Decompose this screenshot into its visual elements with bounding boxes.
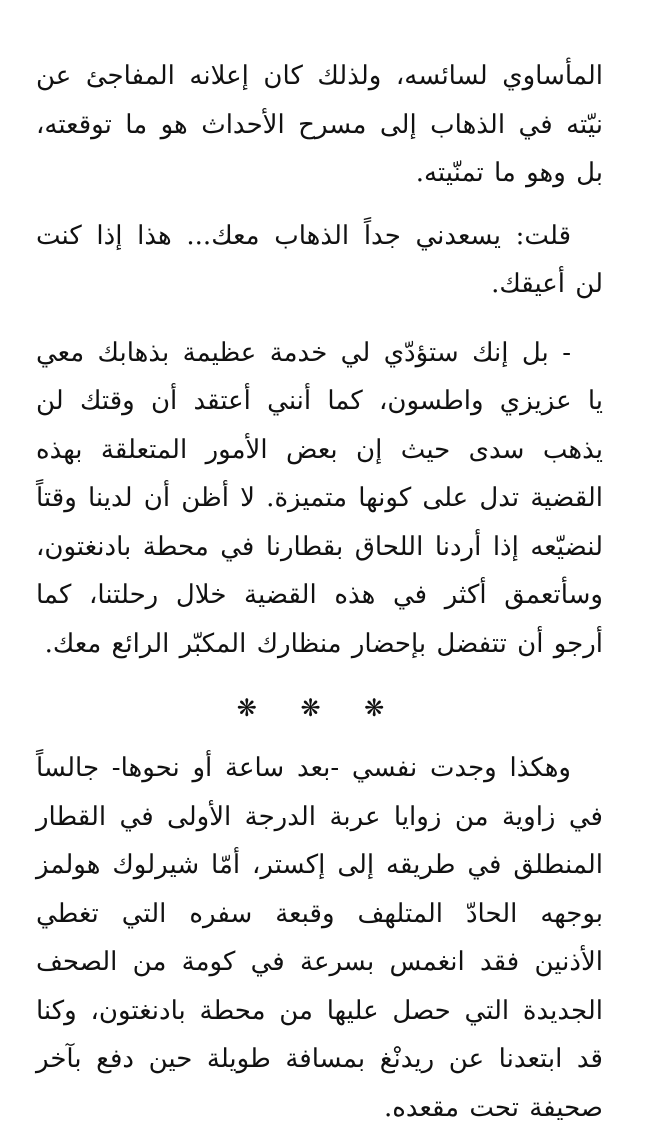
section-separator: ❋ ❋ ❋ (236, 694, 403, 722)
paragraph-4: وهكذا وجدت نفسي -بعد ساعة أو نحوها- جالساً في زاوية من زوايا عربة الدرجة الأولى في القطار المنطلق في طريقه إلى إكستر، أمّا شيرلوك هولمز بوجهه الحادّ المتلهف وقبعة سفره التي تغطي الأذنين فقد انغمس بسرعة في كومة من الصحف الجديدة التي حصل عليها من محطة بادنغتون، وكنا قد ابتعدنا عن ريدنْغ بمسافة طويلة حين دفع بآخر صحيفة تحت مقعده. (36, 753, 603, 1123)
paragraph-2: قلت: يسعدني جداً الذهاب معك... هذا إذا كنت لن أعيقك. (36, 220, 603, 299)
paragraph-3: - بل إنك ستؤدّي لي خدمة عظيمة بذهابك معي يا عزيزي واطسون، كما أنني أعتقد أن وقتك لن يذهب سدى حيث إن بعض الأمور المتعلقة بهذه القضية تدل على كونها متميزة. لا أظن أن لدينا وقتاً لنضيّعه إذا أردنا اللحاق بقطارنا في محطة بادنغتون، وسأتعمق أكثر في هذه القضية خلال رحلتنا، كما أرجو أن تتفضل بإحضار منظارك المكبّر الرائع معك. (36, 337, 603, 659)
paragraph-1: المأساوي لسائسه، ولذلك كان إعلانه المفاجئ عن نيّته في الذهاب إلى مسرح الأحداث هو ما توقعته، بل وهو ما تمنّيته. (36, 61, 603, 188)
